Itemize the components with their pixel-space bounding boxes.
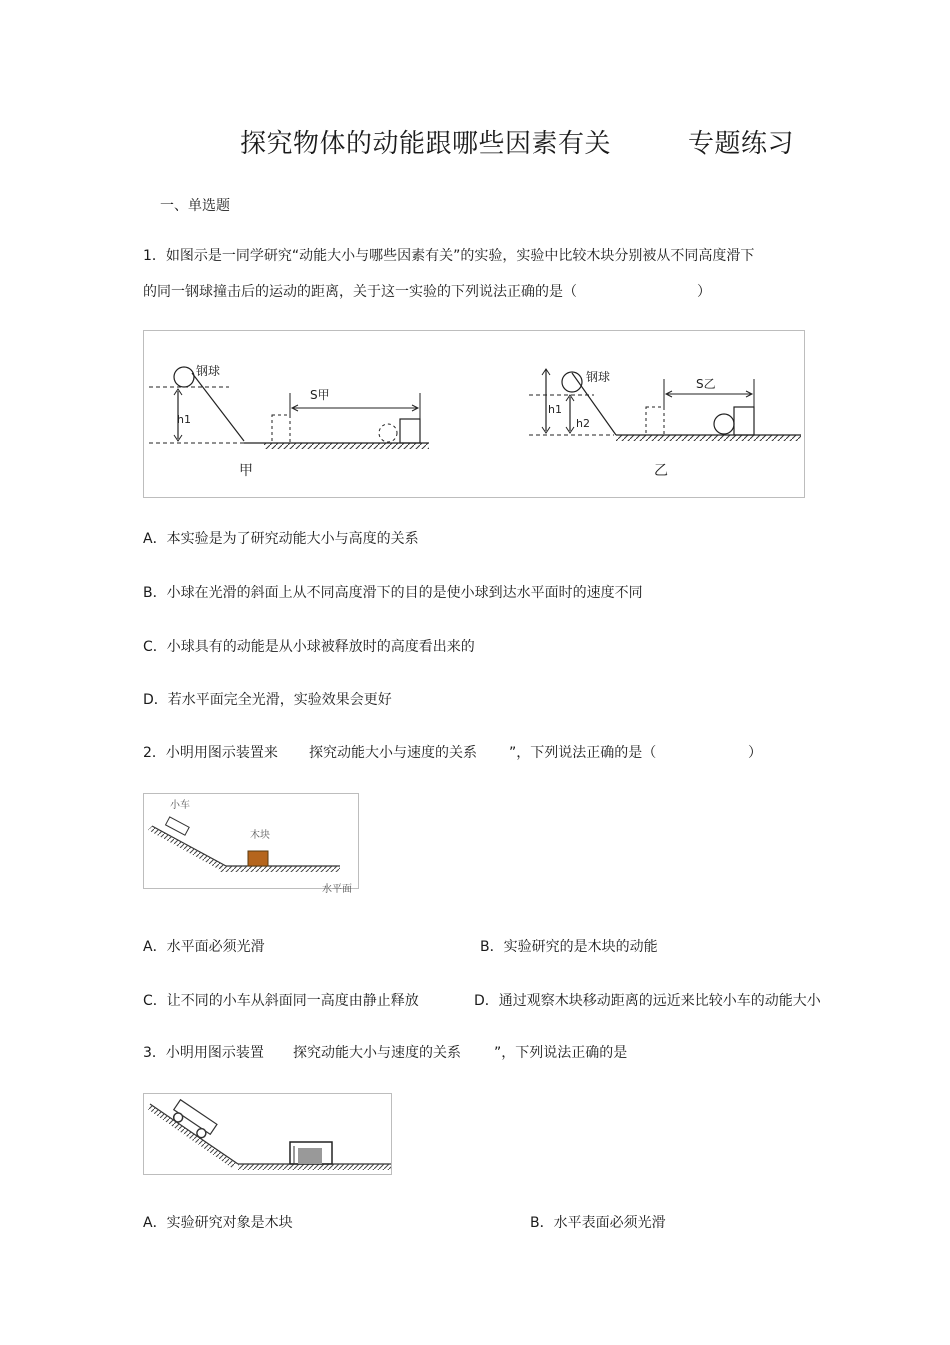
page-title: 探究物体的动能跟哪些因素有关 bbox=[240, 129, 612, 159]
left-ball-label: 钢球 bbox=[196, 364, 221, 378]
question-1-option-a[interactable]: A．本实验是为了研究动能大小与高度的关系 bbox=[143, 531, 419, 547]
question-3-option-b[interactable]: B．水平表面必须光滑 bbox=[530, 1215, 666, 1231]
left-steel-ball bbox=[174, 367, 194, 387]
question-2-part-2: 探究动能大小与速度的关系 bbox=[309, 745, 477, 761]
page-subtitle: 专题练习 bbox=[688, 129, 795, 159]
left-h1-label: h1 bbox=[177, 413, 191, 426]
question-1-line-2: 的同一钢球撞击后的运动的距离，关于这一实验的下列说法正确的是（ bbox=[143, 284, 577, 300]
wooden-block bbox=[248, 851, 268, 866]
question-2-option-d[interactable]: D．通过观察木块移动距离的远近来比较小车的动能大小 bbox=[474, 993, 821, 1009]
surface-label: 水平面 bbox=[322, 884, 352, 895]
figure-1 bbox=[143, 330, 805, 498]
left-caption: 甲 bbox=[239, 463, 253, 479]
question-3-part-1: 3．小明用图示装置 bbox=[143, 1045, 264, 1061]
question-1-line-1: 1．如图示是一同学研究“动能大小与哪些因素有关”的实验，实验中比较木块分别被从不同高度滑下 bbox=[143, 248, 755, 264]
question-1-option-c[interactable]: C．小球具有的动能是从小球被释放时的高度看出来的 bbox=[143, 639, 475, 655]
question-2-option-c[interactable]: C．让不同的小车从斜面同一高度由静止释放 bbox=[143, 993, 419, 1009]
figure-1-diagram bbox=[144, 331, 804, 497]
question-2-part-3: ”，下列说法正确的是（ bbox=[509, 745, 657, 761]
question-3-part-2: 探究动能大小与速度的关系 bbox=[293, 1045, 461, 1061]
question-3-part-3: ”，下列说法正确的是 bbox=[494, 1045, 628, 1061]
cart bbox=[166, 817, 190, 835]
question-2-option-a[interactable]: A．水平面必须光滑 bbox=[143, 939, 265, 955]
figure-1-left bbox=[149, 363, 429, 479]
block-label: 木块 bbox=[250, 830, 270, 841]
left-distance-label: S甲 bbox=[310, 388, 330, 402]
figure-3-diagram bbox=[144, 1094, 391, 1174]
right-caption: 乙 bbox=[654, 463, 668, 479]
question-1-answer-close: ） bbox=[697, 284, 711, 300]
right-h1-label: h1 bbox=[548, 403, 562, 416]
right-h2-label: h2 bbox=[576, 417, 590, 430]
question-1-option-b[interactable]: B．小球在光滑的斜面上从不同高度滑下的目的是使小球到达水平面时的速度不同 bbox=[143, 585, 643, 601]
question-2-option-b[interactable]: B．实验研究的是木块的动能 bbox=[480, 939, 658, 955]
question-1-option-d[interactable]: D．若水平面完全光滑，实验效果会更好 bbox=[143, 692, 392, 708]
question-3-option-a[interactable]: A．实验研究对象是木块 bbox=[143, 1215, 293, 1231]
right-ball-label: 钢球 bbox=[586, 370, 611, 384]
section-heading: 一、单选题 bbox=[160, 198, 230, 214]
right-block bbox=[734, 407, 754, 435]
question-2-part-1: 2．小明用图示装置来 bbox=[143, 745, 278, 761]
figure-2 bbox=[143, 793, 359, 895]
figure-2-diagram bbox=[144, 794, 358, 896]
question-2-answer-close: ） bbox=[748, 745, 762, 761]
figure-1-right bbox=[529, 369, 801, 479]
right-distance-label: S乙 bbox=[696, 377, 716, 391]
figure-3 bbox=[143, 1093, 392, 1175]
cart-label: 小车 bbox=[170, 800, 190, 811]
left-block bbox=[400, 419, 420, 443]
left-ramp bbox=[192, 373, 244, 441]
